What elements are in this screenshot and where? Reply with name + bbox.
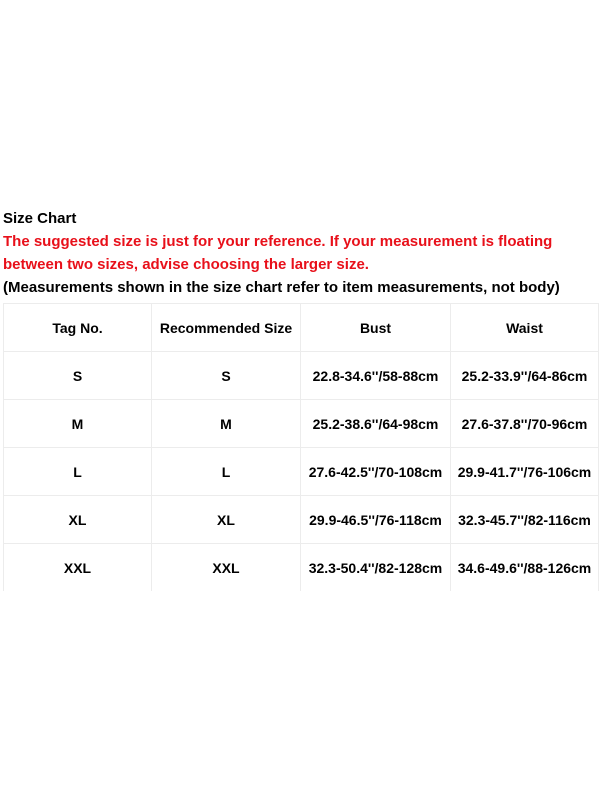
header-waist: Waist bbox=[451, 304, 599, 352]
cell-recommended-size: XL bbox=[152, 496, 301, 544]
measurement-note: (Measurements shown in the size chart refer to item measurements, not body) bbox=[3, 279, 560, 296]
size-chart-title: Size Chart bbox=[3, 210, 77, 227]
table-row bbox=[4, 448, 599, 496]
header-recommended-size: Recommended Size bbox=[152, 304, 301, 352]
cell-tag-no: XXL bbox=[4, 544, 152, 592]
table-row bbox=[4, 496, 599, 544]
cell-tag-no: S bbox=[4, 352, 152, 400]
cell-bust: 22.8-34.6''/58-88cm bbox=[301, 352, 451, 400]
table-row bbox=[4, 400, 599, 448]
cell-recommended-size: M bbox=[152, 400, 301, 448]
cell-waist: 34.6-49.6''/88-126cm bbox=[451, 544, 599, 592]
cell-tag-no: M bbox=[4, 400, 152, 448]
size-chart-section bbox=[0, 207, 600, 576]
size-table bbox=[3, 303, 599, 591]
table-header-row bbox=[4, 304, 599, 352]
table-row bbox=[4, 544, 599, 592]
cell-waist: 27.6-37.8''/70-96cm bbox=[451, 400, 599, 448]
cell-tag-no: XL bbox=[4, 496, 152, 544]
cell-recommended-size: S bbox=[152, 352, 301, 400]
cell-bust: 27.6-42.5''/70-108cm bbox=[301, 448, 451, 496]
cell-waist: 25.2-33.9''/64-86cm bbox=[451, 352, 599, 400]
table-row bbox=[4, 352, 599, 400]
size-advice-notice: The suggested size is just for your reference. If your measurement is floating between two sizes, advise choosing the larger size. bbox=[3, 233, 553, 273]
header-tag-no: Tag No. bbox=[4, 304, 152, 352]
cell-bust: 25.2-38.6''/64-98cm bbox=[301, 400, 451, 448]
cell-recommended-size: L bbox=[152, 448, 301, 496]
cell-bust: 29.9-46.5''/76-118cm bbox=[301, 496, 451, 544]
cell-waist: 32.3-45.7''/82-116cm bbox=[451, 496, 599, 544]
cell-waist: 29.9-41.7''/76-106cm bbox=[451, 448, 599, 496]
header-bust: Bust bbox=[301, 304, 451, 352]
cell-tag-no: L bbox=[4, 448, 152, 496]
cell-recommended-size: XXL bbox=[152, 544, 301, 592]
cell-bust: 32.3-50.4''/82-128cm bbox=[301, 544, 451, 592]
